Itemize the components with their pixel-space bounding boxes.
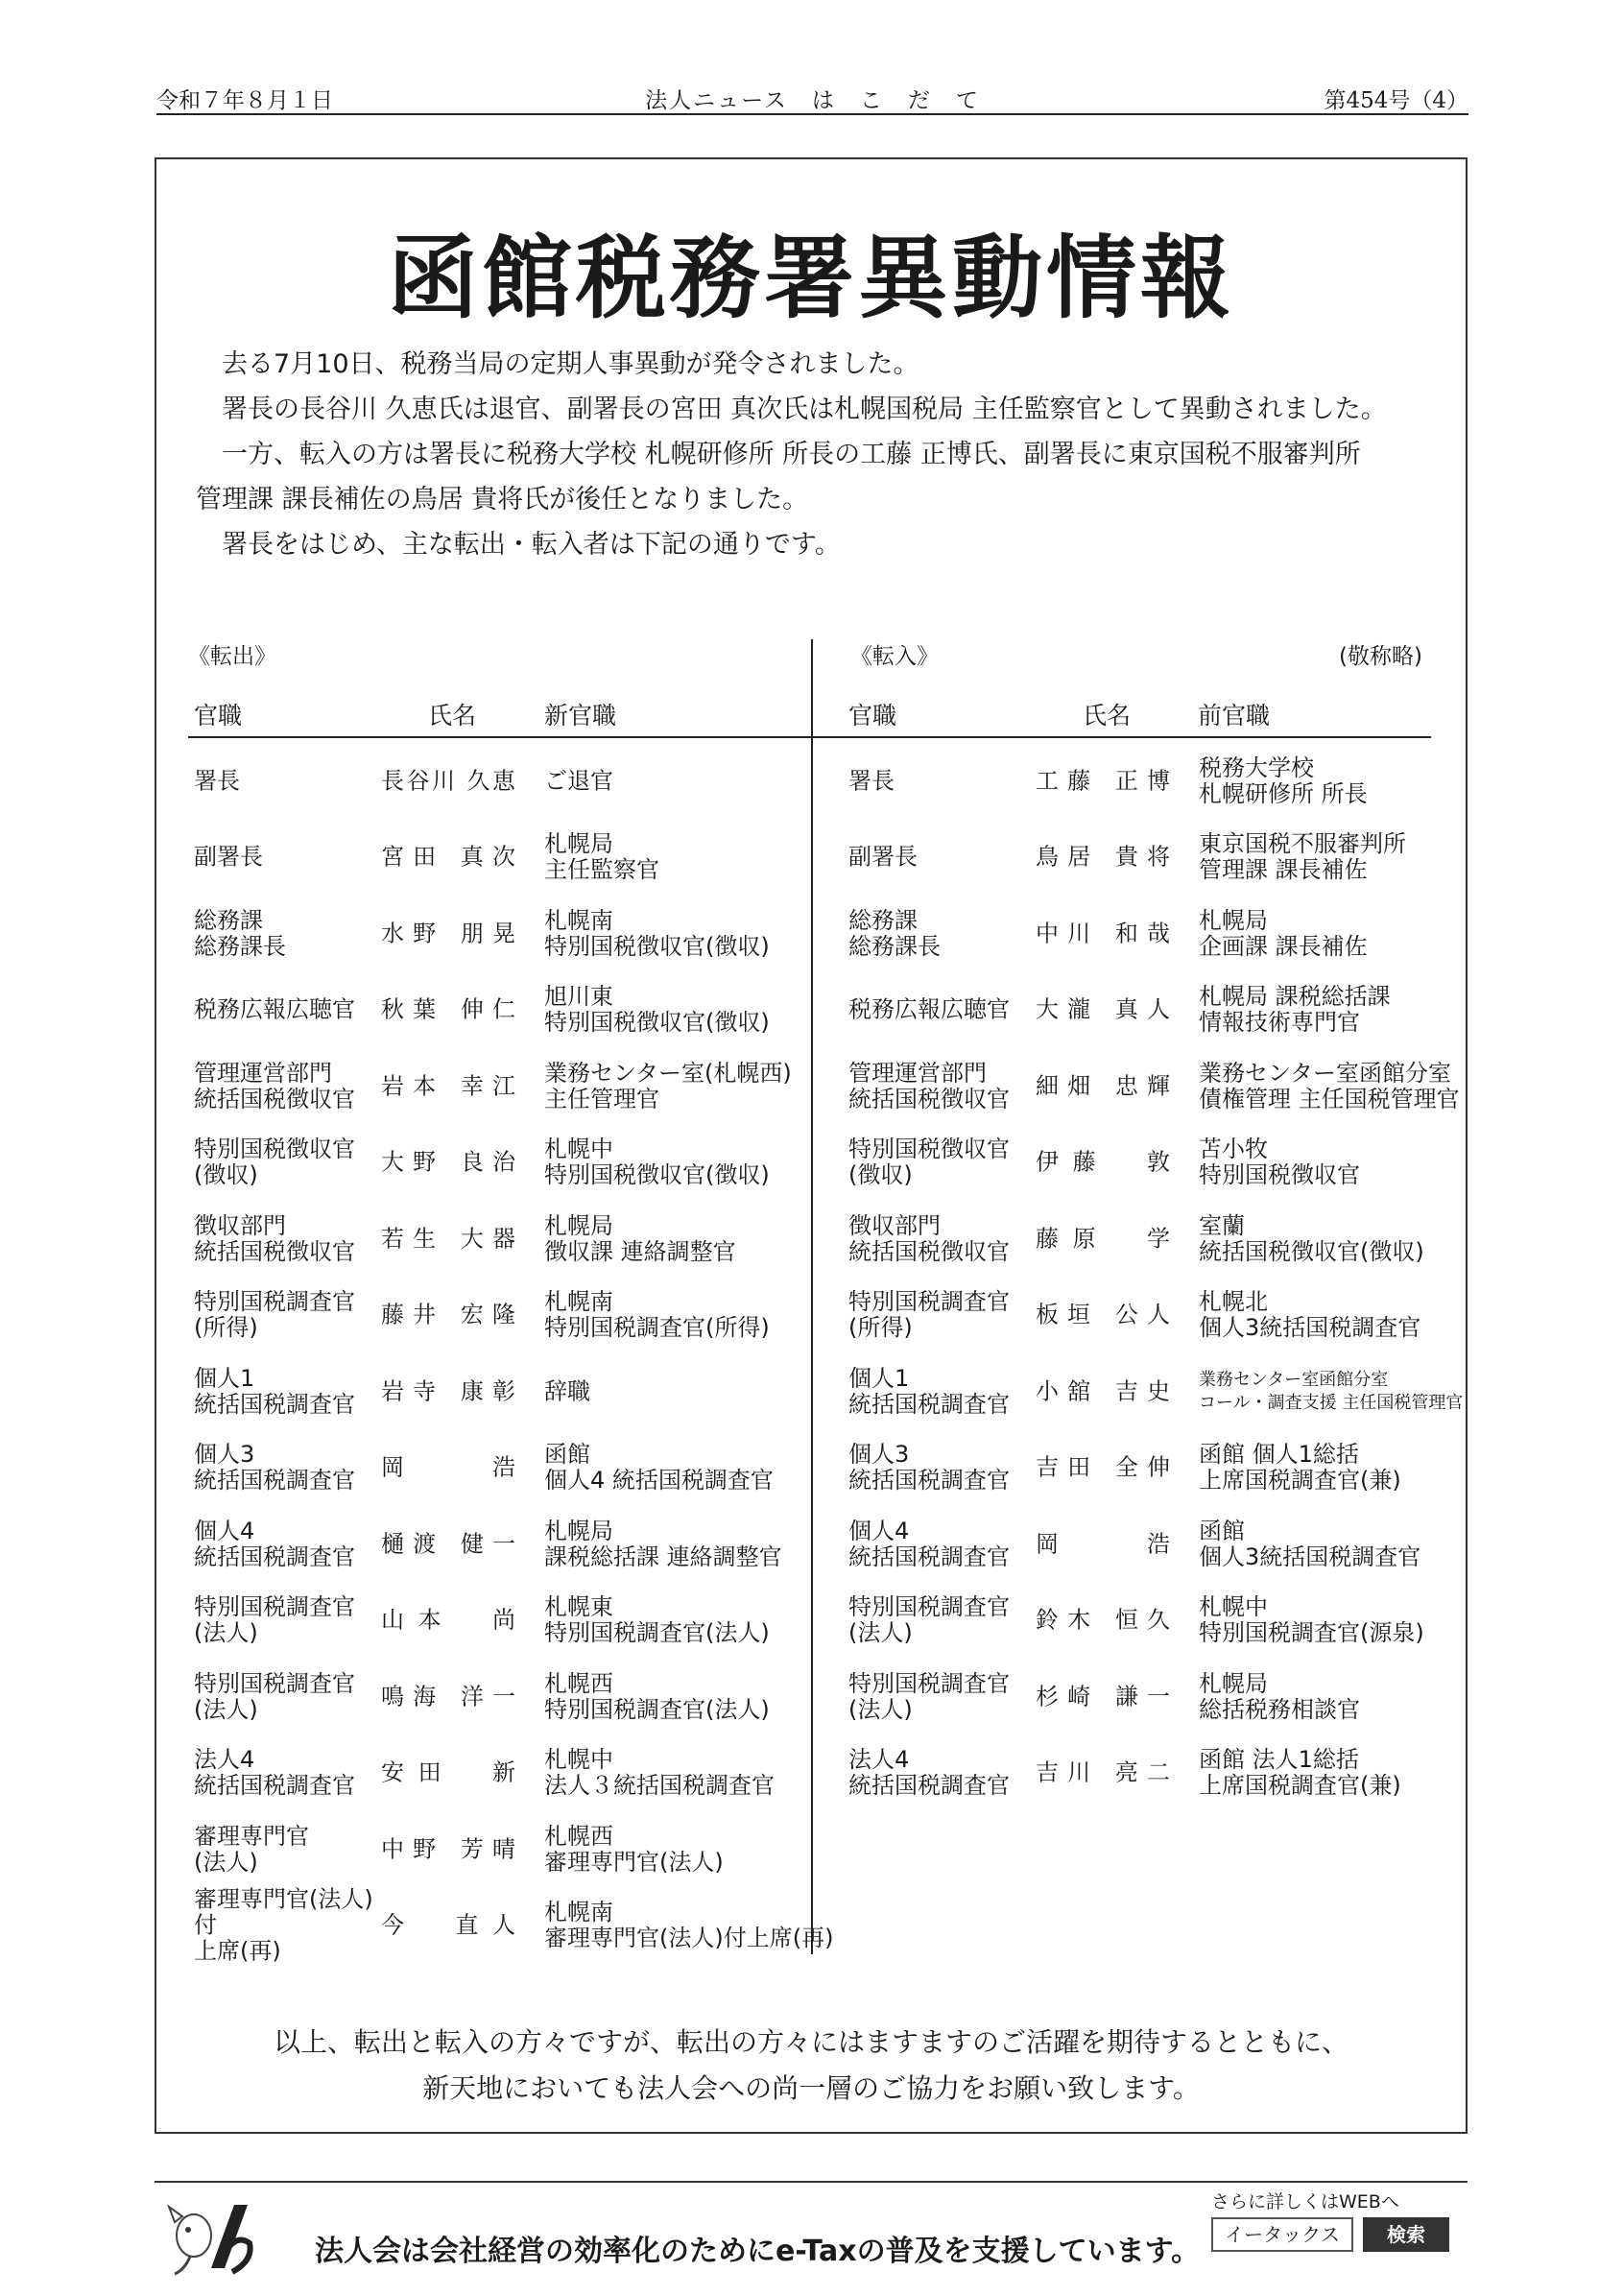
out-post: 管理運営部門 統括国税徴収官 [194,1059,355,1112]
out-name: 樋渡 健一 [381,1530,515,1558]
in-col-post: 官職 [848,702,897,729]
in-name: 鳥居 貴将 [1036,843,1170,871]
out-name: 長谷川 久恵 [381,767,515,795]
closing-line: 新天地においても法人会への尚一層のご協力をお願い致します。 [422,2072,1200,2104]
out-newpost: ご退官 [544,767,613,795]
in-row [848,1659,1482,1735]
in-col-name: 氏名 [1083,702,1132,729]
out-name: 今 直人 [381,1911,515,1939]
out-post: 審理専門官(法人)付 上席(再) [194,1885,373,1965]
in-post: 個人1 統括国税調査官 [848,1364,1010,1418]
in-name: 吉川 亮二 [1036,1758,1170,1786]
out-name: 秋葉 伸仁 [381,995,515,1023]
in-prevpost: 業務センター室函館分室 債権管理 主任国税管理官 [1199,1059,1460,1112]
search-input[interactable]: イータックス [1211,2217,1353,2252]
out-post: 副署長 [194,843,263,871]
in-post: 特別国税調査官 (所得) [848,1288,1010,1342]
in-prevpost: 札幌北 個人3統括国税調査官 [1199,1288,1421,1342]
out-newpost: 旭川東 特別国税徴収官(徴収) [544,983,770,1037]
intro-text [196,342,1444,567]
out-post: 個人4 統括国税調査官 [194,1517,355,1570]
out-post: 徴収部門 統括国税徴収官 [194,1211,355,1265]
out-col-newpost: 新官職 [544,702,617,729]
in-post: 個人4 統括国税調査官 [848,1517,1010,1570]
in-post: 管理運営部門 統括国税徴収官 [848,1059,1010,1112]
out-post: 署長 [194,767,240,795]
in-row [848,743,1482,820]
in-prevpost: 苫小牧 特別国税徴収官 [1199,1136,1360,1189]
out-row [194,896,827,972]
out-name: 岡 浩 [381,1453,515,1481]
in-post: 徴収部門 統括国税徴収官 [848,1211,1010,1265]
in-row [848,1201,1482,1278]
in-post: 特別国税調査官 (法人) [848,1593,1010,1647]
out-newpost: 函館 個人4 統括国税調査官 [544,1441,774,1495]
out-name: 宮田 真次 [381,843,515,871]
out-post: 特別国税調査官 (法人) [194,1593,355,1647]
out-row [194,1353,827,1430]
in-row [848,1278,1482,1354]
in-row [848,1125,1482,1202]
intro-line: 署長をはじめ、主な転出・転入者は下記の通りです。 [222,530,841,560]
footer-rule [155,2181,1468,2183]
in-row [848,896,1482,972]
out-name: 中野 芳晴 [381,1835,515,1863]
out-newpost: 業務センター室(札幌西) 主任管理官 [544,1059,792,1112]
out-name: 若生 大器 [381,1225,515,1253]
in-prevpost: 函館 個人3統括国税調査官 [1199,1517,1421,1570]
out-row [194,1430,827,1507]
out-newpost: 札幌西 審理専門官(法人) [544,1822,724,1876]
intro-line: 去る7月10日、税務当局の定期人事異動が発令されました。 [222,349,919,379]
in-name: 中川 和哉 [1036,920,1170,947]
out-newpost: 札幌南 審理専門官(法人)付上席(再) [544,1899,834,1952]
out-post: 特別国税調査官 (法人) [194,1669,355,1723]
out-post: 個人3 統括国税調査官 [194,1441,355,1495]
in-post: 総務課 総務課長 [848,906,941,960]
in-name: 吉田 全伸 [1036,1453,1170,1481]
out-row [194,1125,827,1202]
in-name: 杉崎 謙一 [1036,1683,1170,1710]
out-col-post: 官職 [194,702,243,729]
out-row [194,1201,827,1278]
out-newpost: 札幌中 特別国税徴収官(徴収) [544,1136,770,1189]
out-section-label: 《転出》 [188,644,276,669]
header-rule [156,113,1468,115]
out-header-rule [188,736,811,738]
article-title: 函館税務署異動情報 [387,227,1234,331]
out-row [194,820,827,897]
in-row [848,1735,1482,1812]
out-name: 安田 新 [381,1758,515,1786]
out-table [194,743,834,1965]
header-issue: 第454号（4） [1324,88,1468,113]
search-button[interactable]: 検索 [1363,2217,1449,2252]
closing-text [155,2020,1468,2112]
out-newpost: 札幌南 特別国税調査官(所得) [544,1288,770,1342]
in-post: 署長 [848,767,895,795]
out-newpost: 札幌局 主任監察官 [544,830,659,884]
out-newpost: 札幌中 法人３統括国税調査官 [544,1746,775,1800]
out-row [194,1583,827,1660]
in-name: 工藤 正博 [1036,767,1170,795]
in-row [848,972,1482,1049]
out-row [194,1506,827,1583]
in-name: 板垣 公人 [1036,1301,1170,1328]
out-row [194,1659,827,1735]
in-prevpost: 函館 個人1総括 上席国税調査官(兼) [1199,1441,1401,1495]
in-name: 藤原 学 [1036,1225,1170,1253]
out-row [194,1278,827,1354]
out-name: 岩寺 康彰 [381,1377,515,1405]
out-post: 特別国税徴収官 (徴収) [194,1136,355,1189]
out-name: 岩本 幸江 [381,1072,515,1100]
in-name: 細畑 忠輝 [1036,1072,1170,1100]
out-newpost: 札幌局 課税総括課 連絡調整官 [544,1517,782,1570]
in-name: 鈴木 恒久 [1036,1606,1170,1634]
in-prevpost: 札幌中 特別国税調査官(源泉) [1199,1593,1424,1647]
in-prevpost: 東京国税不服審判所 管理課 課長補佐 [1199,830,1406,884]
out-row [194,1885,834,1965]
out-newpost: 札幌南 特別国税徴収官(徴収) [544,906,770,960]
out-name: 鳴海 洋一 [381,1683,515,1710]
in-row [848,1353,1482,1430]
in-post: 特別国税徴収官 (徴収) [848,1136,1010,1189]
in-table [848,743,1482,1811]
in-row [848,820,1482,897]
out-row [194,1811,827,1888]
intro-line: 管理課 課長補佐の鳥居 貴将氏が後任となりました。 [196,485,809,514]
out-name: 水野 朋晃 [381,920,515,947]
out-name: 藤井 宏隆 [381,1301,515,1328]
out-post: 税務広報広聴官 [194,995,355,1023]
out-col-name: 氏名 [428,702,477,729]
out-row [194,1048,827,1125]
in-name: 小舘 吉史 [1036,1377,1170,1405]
out-row [194,743,827,820]
in-name: 大瀧 真人 [1036,995,1170,1023]
out-post: 特別国税調査官 (所得) [194,1288,355,1342]
in-prevpost: 業務センター室函館分室 コール・調査支援 主任国税管理官 [1199,1369,1464,1413]
hojinkai-mascot-logo-icon [165,2193,253,2280]
header-date: 令和７年８月１日 [156,88,333,113]
out-name: 山本 尚 [381,1606,515,1634]
out-post: 法人4 統括国税調査官 [194,1746,355,1800]
in-post: 特別国税調査官 (法人) [848,1669,1010,1723]
out-post: 総務課 総務課長 [194,906,286,960]
closing-line: 以上、転出と転入の方々ですが、転出の方々にはますますのご活躍を期待するとともに、 [273,2026,1349,2058]
in-row [848,1583,1482,1660]
in-prevpost: 税務大学校 札幌研修所 所長 [1199,753,1368,807]
page-header [156,77,1468,117]
in-row [848,1048,1482,1125]
intro-line: 一方、転入の方は署長に税務大学校 札幌研修所 所長の工藤 正博氏、副署長に東京国税不服審判所 [222,440,1361,469]
in-prevpost: 札幌局 総括税務相談官 [1199,1669,1360,1723]
in-post: 個人3 統括国税調査官 [848,1441,1010,1495]
in-post: 税務広報広聴官 [848,995,1010,1023]
out-newpost: 札幌局 徴収課 連絡調整官 [544,1211,736,1265]
out-name: 大野 良治 [381,1148,515,1176]
in-col-prevpost: 前官職 [1198,702,1271,729]
out-row [194,1735,827,1812]
in-name: 岡 浩 [1036,1530,1170,1558]
in-post: 副署長 [848,843,918,871]
in-header-rule [813,736,1431,738]
footer-slogan: 法人会は会社経営の効率化のためにe-Taxの普及を支援しています。 [315,2235,1201,2268]
in-row [848,1430,1482,1507]
in-prevpost: 函館 法人1総括 上席国税調査官(兼) [1199,1746,1401,1800]
in-name: 伊藤 敦 [1036,1148,1170,1176]
intro-line: 署長の長谷川 久恵氏は退官、副署長の宮田 真次氏は札幌国税局 主任監察官として異動されました。 [222,395,1387,424]
in-section-label: 《転入》 [850,644,939,669]
out-row [194,972,827,1049]
out-newpost: 札幌東 特別国税調査官(法人) [544,1593,770,1647]
out-newpost: 札幌西 特別国税調査官(法人) [544,1669,770,1723]
out-post: 個人1 統括国税調査官 [194,1364,355,1418]
in-row [848,1506,1482,1583]
header-paper-name: 法人ニュース は こ だ て [645,88,980,113]
web-more-label: さらに詳しくはWEBへ [1211,2191,1399,2212]
in-prevpost: 室蘭 統括国税徴収官(徴収) [1199,1211,1424,1265]
in-prevpost: 札幌局 企画課 課長補佐 [1199,906,1368,960]
out-post: 審理専門官 (法人) [194,1822,309,1876]
out-newpost: 辞職 [544,1377,590,1405]
honorific-note: (敬称略) [1339,644,1422,669]
in-post: 法人4 統括国税調査官 [848,1746,1010,1800]
in-prevpost: 札幌局 課税総括課 情報技術専門官 [1199,983,1391,1037]
